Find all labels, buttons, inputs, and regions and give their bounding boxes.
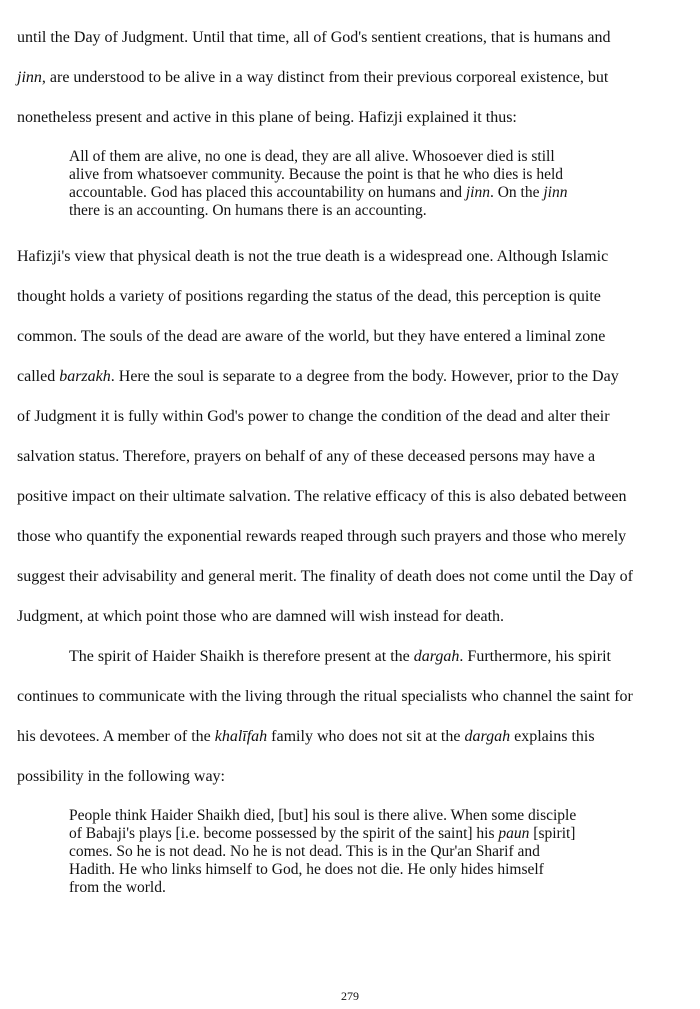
italic-term: dargah [464,728,511,745]
text-run: , are understood to be alive in a way distinct from their previous corporeal existence, but [41,69,609,86]
blockquote-line: alive from whatsoever community. Because the point is that he who dies is held [69,166,564,183]
paragraph-line: Hafizji's view that physical death is not the true death is a widespread one. Although Islamic [17,248,609,265]
text-run: of Babaji's plays [i.e. become possessed by the spirit of the saint] his [69,825,499,842]
italic-term: khalīfah [214,728,268,745]
paragraph-line: positive impact on their ultimate salvation. The relative efficacy of this is also debated between [17,488,627,505]
text-run: . Here the soul is separate to a degree from the body. However, prior to the Day [110,368,619,385]
text-run: The spirit of Haider Shaikh is therefore present at the [69,648,414,665]
paragraph-line [69,647,611,667]
text-run: [spirit] [529,825,576,842]
paragraph-line: salvation status. Therefore, prayers on behalf of any of these deceased persons may have a [17,448,596,465]
text-run: his devotees. A member of the [17,728,215,745]
italic-term: paun [498,825,530,842]
paragraph-line: of Judgment it is fully within God's power to change the condition of the dead and alter their [17,408,610,425]
blockquote-line [69,184,568,202]
blockquote-line: from the world. [69,879,166,896]
paragraph-line [17,367,619,387]
paragraph-line: continues to communicate with the living through the ritual specialists who channel the saint for [17,688,633,705]
paragraph-line [17,727,595,747]
paragraph-line: thought holds a variety of positions regarding the status of the dead, this perception is quite [17,288,601,305]
italic-term: jinn [17,69,42,86]
text-run: . On the [489,184,544,201]
blockquote-line: there is an accounting. On humans there is an accounting. [69,202,427,219]
paragraph-line: common. The souls of the dead are aware of the world, but they have entered a liminal zone [17,328,606,345]
blockquote-line [69,825,575,843]
text-run: family who does not sit at the [267,728,465,745]
italic-term: dargah [413,648,460,665]
text-run: called [17,368,60,385]
text-run: accountable. God has placed this accountability on humans and [69,184,466,201]
paragraph-line: possibility in the following way: [17,768,225,785]
italic-term: jinn [543,184,568,201]
page-number: 279 [341,989,359,1003]
paragraph-line: nonetheless present and active in this plane of being. Hafizji explained it thus: [17,109,517,126]
text-run: . Furthermore, his spirit [459,648,611,665]
italic-term: barzakh [59,368,111,385]
text-run: explains this [510,728,595,745]
blockquote-line: People think Haider Shaikh died, [but] his soul is there alive. When some disciple [69,807,577,824]
italic-term: jinn [465,184,490,201]
blockquote-line: All of them are alive, no one is dead, they are all alive. Whosoever died is still [69,148,555,165]
paragraph-line: those who quantify the exponential rewards reaped through such prayers and those who merely [17,528,627,545]
blockquote-line: Hadith. He who links himself to God, he does not die. He only hides himself [69,861,544,878]
paragraph-line: Judgment, at which point those who are damned will wish instead for death. [17,608,505,625]
paragraph-line: until the Day of Judgment. Until that time, all of God's sentient creations, that is humans and [17,29,611,46]
blockquote-line: comes. So he is not dead. No he is not dead. This is in the Qur'an Sharif and [69,843,540,860]
paragraph-line [17,68,608,88]
paragraph-line: suggest their advisability and general merit. The finality of death does not come until the Day of [17,568,633,585]
